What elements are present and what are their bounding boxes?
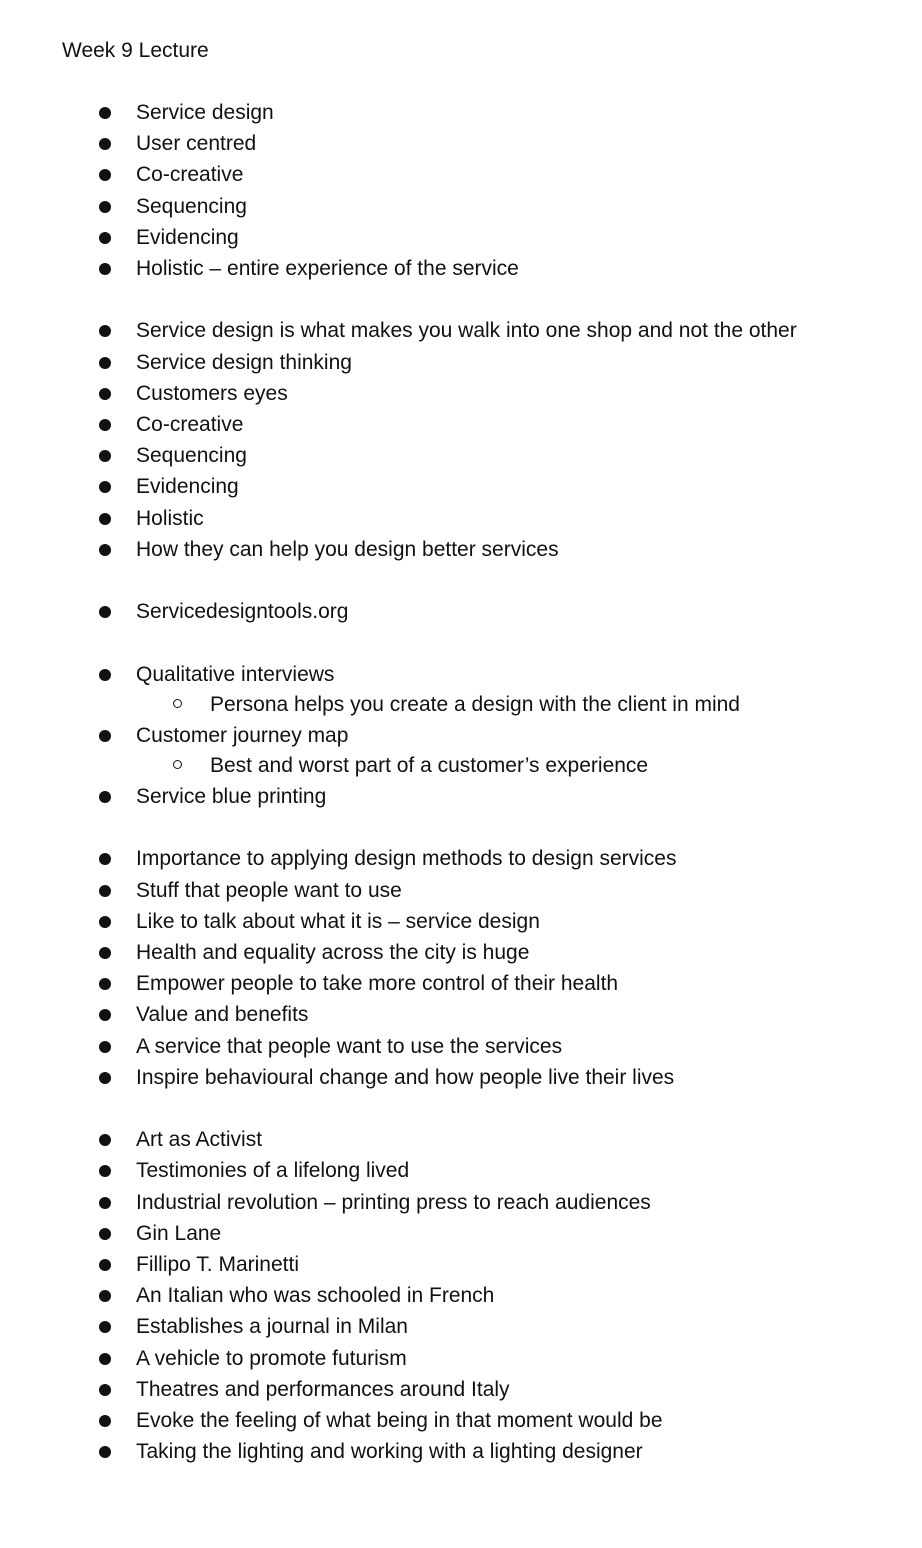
bullet-dot-icon — [99, 916, 111, 928]
list-item — [0, 505, 922, 535]
bullet-dot-icon — [99, 1384, 111, 1396]
list-item — [0, 1157, 922, 1187]
list-item-text: Importance to applying design methods to design services — [136, 847, 677, 871]
list-item-text: Empower people to take more control of their health — [136, 972, 619, 996]
list-item — [0, 1126, 922, 1156]
bullet-dot-icon — [99, 1290, 111, 1302]
list-item-text: Health and equality across the city is huge — [136, 941, 530, 964]
list-item-text: Customer journey map — [136, 723, 349, 747]
bullet-dot-icon — [99, 169, 111, 181]
bullet-dot-icon — [99, 107, 111, 119]
list-item — [0, 1220, 922, 1250]
list-item — [0, 970, 922, 1000]
bullet-dot-icon — [99, 978, 111, 990]
list-item-text: Evidencing — [136, 475, 239, 499]
bullet-dot-icon — [99, 791, 111, 803]
bullet-dot-icon — [99, 1041, 111, 1053]
list-item — [0, 536, 922, 566]
list-item-text: How they can help you design better services — [136, 537, 559, 561]
list-item-text: Servicedesigntools.org — [136, 600, 349, 624]
bullet-dot-icon — [99, 947, 111, 959]
list-item — [0, 722, 922, 752]
list-item — [0, 877, 922, 907]
list-item-text: Service blue printing — [136, 785, 327, 808]
list-item — [0, 783, 922, 813]
list-item-text: Fillipo T. Marinetti — [136, 1253, 299, 1276]
list-item-text: Taking the lighting and working with a lighting designer — [136, 1440, 643, 1464]
bullet-dot-icon — [99, 1415, 111, 1427]
sub-list-item — [0, 691, 922, 721]
list-item-text: Value and benefits — [136, 1003, 309, 1027]
list-item — [0, 411, 922, 441]
list-item-text: A vehicle to promote futurism — [136, 1346, 407, 1370]
list-item — [0, 1251, 922, 1281]
bullet-dot-icon — [99, 606, 111, 618]
list-item-text: Sequencing — [136, 444, 247, 468]
list-item-text: Service design thinking — [136, 350, 352, 374]
list-item-text: Stuff that people want to use — [136, 878, 402, 902]
list-item-text: User centred — [136, 132, 257, 156]
list-item — [0, 130, 922, 160]
list-item-text: Customers eyes — [136, 381, 288, 405]
bullet-dot-icon — [99, 1321, 111, 1333]
list-item — [0, 1189, 922, 1219]
list-item — [0, 349, 922, 379]
bullet-dot-icon — [99, 1446, 111, 1458]
bullet-dot-icon — [99, 1165, 111, 1177]
list-item-text: Evidencing — [136, 225, 239, 249]
list-item-text: Co-creative — [136, 163, 244, 187]
list-item-text: Qualitative interviews — [136, 662, 335, 686]
list-item-text: Holistic — [136, 506, 204, 530]
bullet-dot-icon — [99, 1353, 111, 1365]
bullet-dot-icon — [99, 1009, 111, 1021]
list-item-text: Co-creative — [136, 413, 244, 436]
bullet-dot-icon — [99, 325, 111, 337]
page-title: Week 9 Lecture — [62, 39, 209, 62]
list-item — [0, 473, 922, 503]
list-item — [0, 1376, 922, 1406]
list-item-text: Evoke the feeling of what being in that moment would be — [136, 1409, 663, 1432]
list-item — [0, 1282, 922, 1312]
bullet-dot-icon — [99, 138, 111, 150]
list-item — [0, 1313, 922, 1343]
list-item — [0, 661, 922, 691]
list-item — [0, 161, 922, 191]
list-item — [0, 939, 922, 969]
list-item-text: Testimonies of a lifelong lived — [136, 1159, 410, 1183]
list-item — [0, 380, 922, 410]
bullet-dot-icon — [99, 481, 111, 493]
list-item — [0, 908, 922, 938]
bullet-dot-icon — [99, 853, 111, 865]
bullet-dot-icon — [99, 1072, 111, 1084]
bullet-dot-icon — [99, 388, 111, 400]
bullet-dot-icon — [99, 232, 111, 244]
bullet-dot-icon — [99, 544, 111, 556]
list-item — [0, 255, 922, 285]
sub-list-item-text: Best and worst part of a customer’s experience — [210, 753, 649, 777]
bullet-dot-icon — [99, 1134, 111, 1146]
list-item — [0, 1407, 922, 1437]
bullet-dot-icon — [99, 1259, 111, 1271]
list-item — [0, 193, 922, 223]
list-item — [0, 317, 922, 347]
list-item — [0, 1345, 922, 1375]
list-item — [0, 442, 922, 472]
bullet-dot-icon — [99, 1197, 111, 1209]
list-item-text: Art as Activist — [136, 1128, 263, 1152]
list-item — [0, 845, 922, 875]
sub-list-item — [0, 752, 922, 782]
bullet-dot-icon — [99, 885, 111, 897]
list-item-text: Holistic – entire experience of the service — [136, 257, 519, 280]
hollow-bullet-icon — [173, 760, 182, 769]
bullet-dot-icon — [99, 263, 111, 275]
list-item-text: A service that people want to use the services — [136, 1034, 563, 1058]
list-item — [0, 1438, 922, 1468]
bullet-dot-icon — [99, 357, 111, 369]
list-item — [0, 1064, 922, 1094]
hollow-bullet-icon — [173, 699, 182, 708]
list-item-text: Service design is what makes you walk into one shop and not the other — [136, 319, 797, 343]
bullet-dot-icon — [99, 201, 111, 213]
list-item — [0, 224, 922, 254]
list-item-text: An Italian who was schooled in French — [136, 1284, 495, 1308]
bullet-dot-icon — [99, 669, 111, 681]
bullet-dot-icon — [99, 730, 111, 742]
list-item-text: Theatres and performances around Italy — [136, 1377, 510, 1401]
list-item-text: Service design — [136, 101, 274, 124]
list-item-text: Inspire behavioural change and how people live their lives — [136, 1065, 675, 1089]
bullet-dot-icon — [99, 450, 111, 462]
bullet-dot-icon — [99, 419, 111, 431]
sub-list-item-text: Persona helps you create a design with the client in mind — [210, 692, 740, 716]
list-item-text: Industrial revolution – printing press to reach audiences — [136, 1190, 651, 1214]
list-item-text: Sequencing — [136, 194, 247, 218]
list-item — [0, 99, 922, 129]
list-item-text: Like to talk about what it is – service design — [136, 909, 540, 933]
bullet-dot-icon — [99, 513, 111, 525]
list-item — [0, 1001, 922, 1031]
list-item-text: Gin Lane — [136, 1221, 222, 1245]
list-item — [0, 598, 922, 628]
list-item-text: Establishes a journal in Milan — [136, 1315, 408, 1339]
bullet-dot-icon — [99, 1228, 111, 1240]
list-item — [0, 1033, 922, 1063]
